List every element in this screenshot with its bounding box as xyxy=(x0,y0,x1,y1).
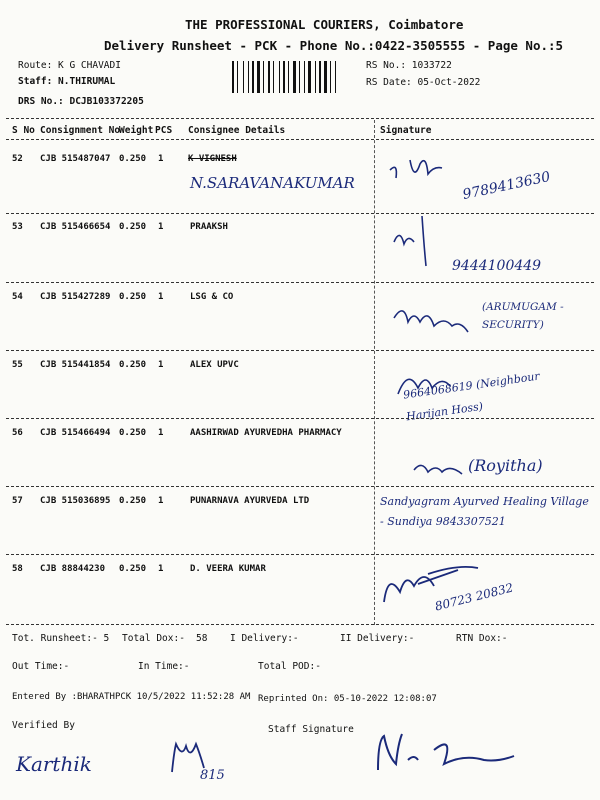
row-weight: 0.250 xyxy=(119,222,147,232)
row-consignment: CJB 515441854 xyxy=(40,360,111,370)
initials-signature-note: 815 xyxy=(200,768,225,783)
in-time: In Time:- xyxy=(138,661,190,672)
courier-title: THE PROFESSIONAL COURIERS, Coimbatore xyxy=(185,17,464,32)
row-consignee: ALEX UPVC xyxy=(190,360,239,370)
out-time: Out Time:- xyxy=(12,661,70,672)
row-sno: 57 xyxy=(12,496,23,506)
row-consignment: CJB 88844230 xyxy=(40,564,106,574)
drs-number: DRS No.: DCJB103372205 xyxy=(18,96,144,107)
row-consignee: D. VEERA KUMAR xyxy=(190,564,266,574)
row-consignment: CJB 515466654 xyxy=(40,222,111,232)
col-consignment: Consignment No xyxy=(40,125,121,136)
signature-column-divider xyxy=(374,120,375,625)
staff-signature-label: Staff Signature xyxy=(268,724,354,735)
row-weight: 0.250 xyxy=(119,154,147,164)
signature-note: 80723 20832 xyxy=(433,580,515,614)
rs-number: RS No.: 1033722 xyxy=(366,60,452,71)
row-pcs: 1 xyxy=(158,154,164,164)
row-consignment: CJB 515487047 xyxy=(40,154,111,164)
signature-scribble xyxy=(390,298,480,334)
initials-signature xyxy=(168,738,208,778)
handwritten-receiver-name: N.SARAVANAKUMAR xyxy=(190,174,355,192)
row-consignee: AASHIRWAD AYURVEDHA PHARMACY xyxy=(190,428,342,438)
signature-scribble xyxy=(378,562,488,622)
total-pod: Total POD:- xyxy=(258,661,321,672)
row-weight: 0.250 xyxy=(119,360,147,370)
row-weight: 0.250 xyxy=(119,496,147,506)
signature-scribble xyxy=(388,152,468,192)
row-sno: 52 xyxy=(12,154,23,164)
row-consignment: CJB 515427289 xyxy=(40,292,111,302)
row-sno: 54 xyxy=(12,292,23,302)
route-label: Route: K G CHAVADI xyxy=(18,60,121,71)
row-pcs: 1 xyxy=(158,222,164,232)
barcode-image xyxy=(232,61,360,93)
signature-note: (Royitha) xyxy=(468,456,543,475)
col-sno: S No xyxy=(12,125,35,136)
col-signature: Signature xyxy=(380,125,432,136)
row-pcs: 1 xyxy=(158,564,164,574)
row-consignment: CJB 515036895 xyxy=(40,496,111,506)
signature-note: 9664068619 (Neighbour Harijan Hoss) xyxy=(402,369,541,424)
row-consignee: K VIGNESH xyxy=(188,154,237,164)
row-pcs: 1 xyxy=(158,292,164,302)
col-weight: Weight xyxy=(119,125,154,136)
row-consignee: LSG & CO xyxy=(190,292,234,302)
signature-scribble xyxy=(412,456,468,480)
reprinted-on: Reprinted On: 05-10-2022 12:08:07 xyxy=(258,694,437,704)
col-consignee: Consignee Details xyxy=(188,125,286,136)
row-sno: 58 xyxy=(12,564,23,574)
row-weight: 0.250 xyxy=(119,292,147,302)
col-pcs: PCS xyxy=(155,125,173,136)
row-consignment: CJB 515466494 xyxy=(40,428,111,438)
verified-by-label: Verified By xyxy=(12,720,75,731)
signature-scribble xyxy=(396,364,476,404)
row-pcs: 1 xyxy=(158,496,164,506)
tot-runsheet: Tot. Runsheet:- 5 xyxy=(12,633,110,644)
row-sno: 55 xyxy=(12,360,23,370)
row-sno: 56 xyxy=(12,428,23,438)
staff-signature xyxy=(374,730,524,780)
total-dox-label: Total Dox:- xyxy=(122,633,185,644)
signature-phone: 9444100449 xyxy=(452,258,542,274)
total-dox-value: 58 xyxy=(196,633,208,644)
row-consignee: PUNARNAVA AYURVEDA LTD xyxy=(190,496,310,506)
verifier-signature: Karthik xyxy=(16,752,92,776)
signature-scribble xyxy=(390,212,450,272)
rs-date: RS Date: 05-Oct-2022 xyxy=(366,77,481,88)
row-weight: 0.250 xyxy=(119,428,147,438)
ii-delivery: II Delivery:- xyxy=(340,633,415,644)
entered-by: Entered By :BHARATHPCK 10/5/2022 11:52:28 AM xyxy=(12,692,251,702)
staff-label: Staff: N.THIRUMAL xyxy=(18,76,116,87)
signature-phone: 9789413630 xyxy=(461,168,552,204)
signature-note: Sandyagram Ayurved Healing Village - Sundiya 9843307521 xyxy=(380,495,589,528)
row-weight: 0.250 xyxy=(119,564,147,574)
signature-note: (ARUMUGAM -SECURITY) xyxy=(482,301,564,331)
row-pcs: 1 xyxy=(158,428,164,438)
row-sno: 53 xyxy=(12,222,23,232)
i-delivery: I Delivery:- xyxy=(230,633,299,644)
rtn-dox: RTN Dox:- xyxy=(456,633,508,644)
row-pcs: 1 xyxy=(158,360,164,370)
row-consignee: PRAAKSH xyxy=(190,222,228,232)
runsheet-subtitle: Delivery Runsheet - PCK - Phone No.:0422-3505555 - Page No.:5 xyxy=(104,38,564,53)
